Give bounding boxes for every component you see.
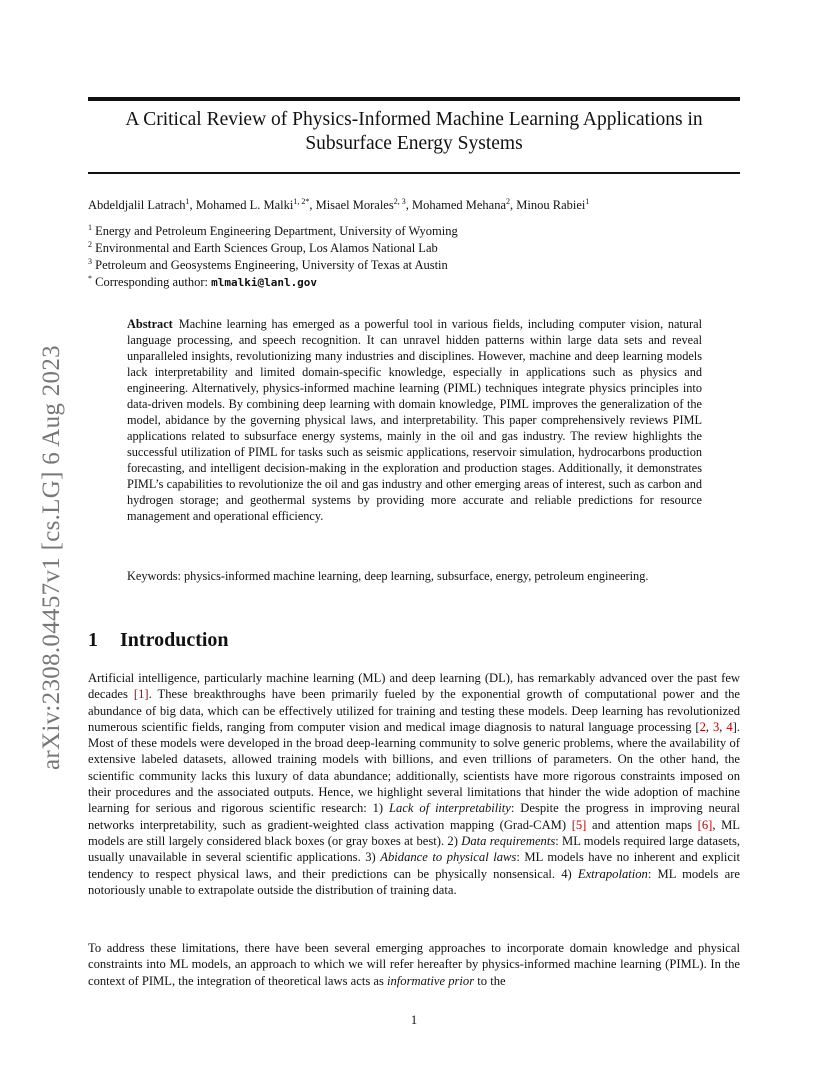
emphasis-text: Extrapolation bbox=[577, 866, 648, 881]
author-affil-mark: 1 bbox=[585, 197, 590, 206]
keywords: Keywords: physics-informed machine learning, deep learning, subsurface, energy, petroleum engineering. bbox=[127, 569, 649, 583]
citation-link[interactable]: 4 bbox=[726, 719, 733, 734]
author-name: Abdeldjalil Latrach bbox=[88, 198, 186, 212]
author-list: Abdeldjalil Latrach$^1$, Mohamed L. Malki$^{1, 2*}$, Misael Morales$^{2, 3}$, Mohamed Mehana$^2$, Minou Rabiei$^1$ bbox=[88, 197, 590, 212]
corresponding-email[interactable]: mlmalki@lanl.gov bbox=[211, 276, 318, 289]
author-name: Minou Rabiei bbox=[516, 198, 586, 212]
text-run: . Most of these models were developed in the broad deep-learning community to solve generic problems, where the availability of extensive labeled datasets, allowed training models with billions, and even trillions of parameters. On the other hand, the scientific community lacks this luxury of data abundance; additionally, scientists have more rigorous constraints imposed on their procedures and the associated outputs. Hence, we highlight several limitations that hinder the wide adoption of machine learning for serious and rigorous scientific research: 1) bbox=[88, 719, 740, 816]
author-name: Mohamed Mehana bbox=[411, 198, 507, 212]
corresponding-mark: * bbox=[88, 274, 92, 283]
affiliation-mark: 2 bbox=[88, 240, 92, 249]
affiliation-text: Environmental and Earth Sciences Group, Los Alamos National Lab bbox=[95, 241, 438, 255]
citation-link[interactable]: [5] bbox=[571, 817, 587, 832]
arxiv-id-text: arXiv:2308.04457v1 [cs.LG] 6 Aug 2023 bbox=[38, 345, 65, 770]
arxiv-side-identifier bbox=[18, 290, 65, 770]
text-run: : ML models have no inherent and explicit tendency to respect physical laws, and their predictions can be physically nonsensical. 4) bbox=[88, 850, 740, 881]
corresponding-label: Corresponding author: bbox=[95, 275, 208, 289]
section-heading bbox=[88, 629, 229, 652]
section-title: Introduction bbox=[120, 629, 229, 651]
intro-paragraph-1: Artificial intelligence, particularly machine learning (ML) and deep learning (DL), has remarkably advanced over the past few decades [1]. These breakthroughs have been primarily fueled by the exponential growth of computational power and the abundance of big data, which can be effectively utilized for training and testing these models. Deep learning has revolutionized numerous scientific fields, ranging from computer vision and medical image diagnosis to natural language processing [2, 3, 4]. Most of these models were developed in the broad deep-learning community to solve generic problems, where the availability of extensive labeled datasets, allowed training models with billions, and even trillions of parameters. On the other hand, the scientific community lacks this luxury of data abundance; additionally, scientists have more rigorous constraints imposed on their procedures and the associated outputs. Hence, we highlight several limitations that hinder the wide adoption of machine learning for serious and rigorous scientific research: 1) Lack of interpretability: Despite the progress in improving neural networks interpretability, such as gradient-weighted class activation mapping (Grad-CAM) [5] and attention maps [6], ML models are still largely considered black boxes (or gray boxes at best). 2) Data requirements: ML models required large datasets, usually unavailable in several scientific applications. 3) Abidance to physical laws: ML models have no inherent and explicit tendency to respect physical laws, and their predictions can be physically nonsensical. 4) Extrapolation: ML models are notoriously unable to extrapolate outside the distribution of training data. bbox=[88, 671, 741, 897]
emphasis-text: Lack of interpretability bbox=[389, 801, 511, 816]
abstract-text: Machine learning has emerged as a powerful tool in various fields, including computer vision, natural language processing, and speech recognition. It can unravel hidden patterns within large data sets and reveal unparalleled insights, revolutionizing many industries and disciplines. However, machine and deep learning models lack interpretability and limited domain-specific knowledge, especially in applications such as physics and engineering. Alternatively, physics-informed machine learning (PIML) techniques integrate physics principles into data-driven models. By combining deep learning with domain knowledge, PIML improves the generalization of the model, abidance by the governing physical laws, and interpretability. This paper comprehensively reviews PIML applications related to subsurface energy systems, mainly in the oil and gas industry. The review highlights the successful utilization of PIML for tasks such as seismic applications, reservoir simulation, hydrocarbons production forecasting, and intelligent decision-making in the exploration and production stages. Additionally, it demonstrates PIML’s capabilities to revolutionize the oil and gas industry and other emerging areas of interest, such as carbon and hydrogen storage; and geothermal systems by providing more accurate and reliable predictions for resource management and operational efficiency. bbox=[127, 317, 702, 523]
affiliation-mark: 1 bbox=[88, 223, 92, 232]
affiliation-item bbox=[88, 223, 458, 240]
author-affil-mark: 2 bbox=[506, 197, 511, 206]
corresponding-author bbox=[88, 274, 458, 291]
author-affil-mark: 1, 2* bbox=[293, 197, 310, 206]
author-name: Misael Morales bbox=[315, 198, 394, 212]
citation-link[interactable]: [6] bbox=[697, 817, 713, 832]
text-run: : ML models required large datasets, usually unavailable in several scientific applications. 3) bbox=[88, 833, 740, 865]
emphasis-text: Data requirements bbox=[461, 833, 556, 848]
title-top-rule bbox=[88, 97, 740, 101]
affiliation-text: Energy and Petroleum Engineering Department, University of Wyoming bbox=[95, 224, 458, 238]
text-run: and attention maps bbox=[586, 817, 698, 832]
affiliation-item bbox=[88, 240, 458, 257]
text-run: : Despite the progress in improving neural networks interpretability, such as gradient-weighted class activation mapping (Grad-CAM) bbox=[88, 801, 741, 832]
text-run: To address these limitations, there have been several emerging approaches to incorporate domain knowledge and physical constraints into ML models, an approach to which we will refer hereafter by physics-informed machine learning (PIML). In the context of PIML, the integration of theoretical laws acts as bbox=[88, 941, 740, 988]
abstract-label: Abstract bbox=[127, 317, 173, 331]
title-bottom-rule bbox=[88, 172, 740, 174]
author-affil-mark: 2, 3 bbox=[393, 197, 406, 206]
section-number: 1 bbox=[88, 629, 98, 651]
abstract-block bbox=[127, 316, 702, 524]
author-affil-mark: 1 bbox=[185, 197, 190, 206]
affiliation-text: Petroleum and Geosystems Engineering, University of Texas at Austin bbox=[95, 258, 448, 272]
text-run: , ML models are still largely considered black boxes (or gray boxes at best). 2) bbox=[88, 817, 740, 848]
text-run: Artificial intelligence, particularly machine learning (ML) and deep learning (DL), has remarkably advanced over the past few decades bbox=[88, 671, 740, 702]
citation-link[interactable]: 2 bbox=[699, 719, 706, 734]
citation-link[interactable]: 3 bbox=[712, 719, 720, 734]
emphasis-text: Abidance to physical laws bbox=[380, 850, 517, 865]
intro-paragraph-2 bbox=[88, 940, 740, 989]
affiliation-list bbox=[88, 223, 458, 291]
citation-link[interactable]: [1] bbox=[133, 687, 149, 702]
text-run: to the bbox=[474, 973, 506, 988]
emphasis-text: informative prior bbox=[387, 973, 475, 988]
affiliation-item bbox=[88, 257, 458, 274]
author-name: Mohamed L. Malki bbox=[195, 198, 294, 212]
page-number: 1 bbox=[410, 1013, 418, 1027]
paper-title: A Critical Review of Physics-Informed Machine Learning Applications in Subsurface Energy Systems bbox=[125, 109, 703, 154]
affiliation-mark: 3 bbox=[88, 257, 92, 266]
text-run: : ML models are notoriously unable to extrapolate outside the distribution of training data. bbox=[88, 866, 740, 897]
text-run: . These breakthroughs have been primarily fueled by the exponential growth of computational power and the abundance of big data, which can be effectively utilized for training and testing these models. Deep learning has revolutionized numerous scientific fields, ranging from computer vision and medical image diagnosis to natural language processing bbox=[88, 687, 740, 734]
